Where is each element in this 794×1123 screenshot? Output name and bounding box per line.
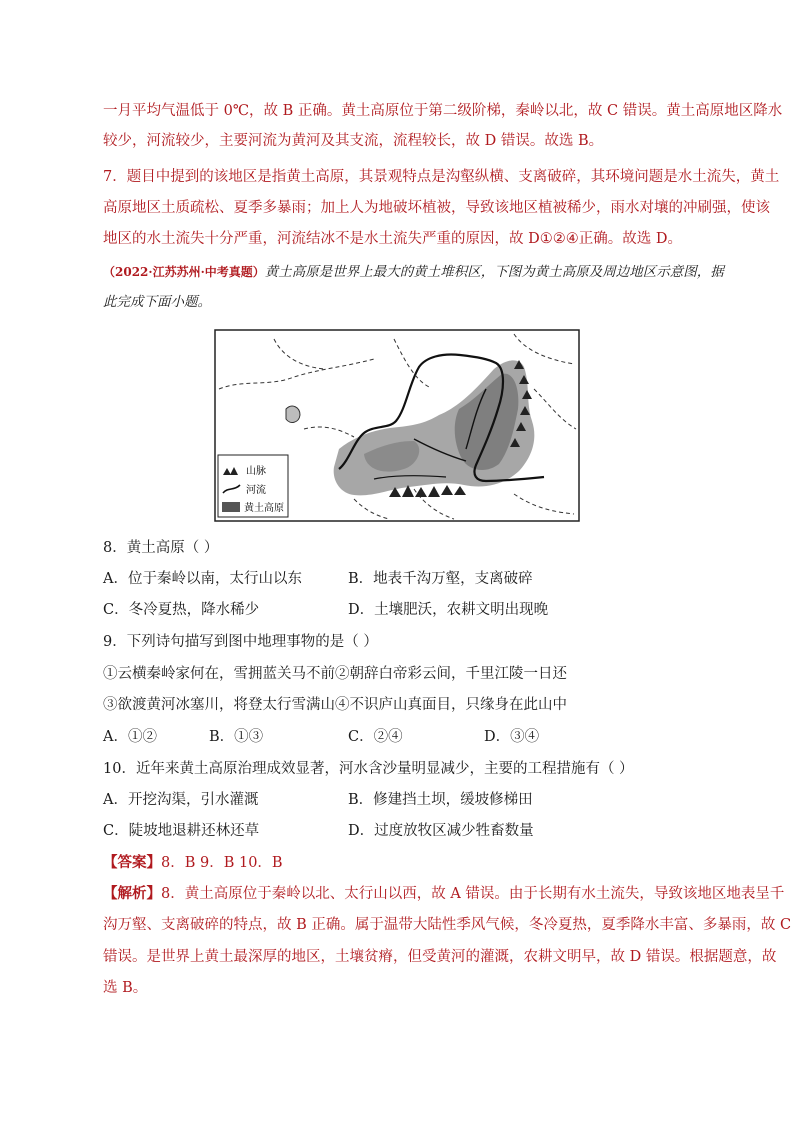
prev-solution-line-5: 地区的水土流失十分严重，河流结冰不是水土流失严重的原因，故 D①②④正确。故选 D。: [103, 231, 682, 247]
question-9-stem: 9．下列诗句描写到图中地理事物的是（ ）: [103, 634, 378, 650]
q9-option-a[interactable]: A．①②: [103, 729, 157, 745]
answer-tag: 【答案】: [103, 854, 161, 871]
question-intro-line-1: [103, 262, 724, 282]
prev-solution-line-1: 一月平均气温低于 0℃，故 B 正确。黄土高原位于第二级阶梯，秦岭以北，故 C 错误。黄土高原地区降水: [103, 103, 783, 119]
answer-line: [103, 853, 283, 873]
legend-river-label: 河流: [246, 485, 266, 496]
analysis-tag: 【解析】: [103, 885, 161, 902]
prev-solution-line-3: 7．题目中提到的该地区是指黄土高原，其景观特点是沟壑纵横、支离破碎，其环境问题是水土流失，黄土: [103, 169, 780, 185]
question-10-stem: 10．近年来黄土高原治理成效显著，河水含沙量明显减少，主要的工程措施有（ ）: [103, 761, 634, 777]
q9-option-b[interactable]: B．①③: [209, 729, 264, 745]
q8-option-c[interactable]: C．冬冷夏热，降水稀少: [103, 602, 260, 618]
loess-plateau-map: [214, 329, 580, 522]
q9-option-c[interactable]: C．②④: [348, 729, 403, 745]
prev-solution-line-4: 高原地区土质疏松、夏季多暴雨；加上人为地破坏植被，导致该地区植被稀少，雨水对壤的冲刷强，使该: [103, 200, 770, 216]
prev-solution-line-2: 较少，河流较少，主要河流为黄河及其支流，流程较长，故 D 错误。故选 B。: [103, 133, 604, 149]
q8-option-a[interactable]: A．位于秦岭以南，太行山以东: [103, 571, 302, 587]
analysis-text-1: 8．黄土高原位于秦岭以北、太行山以西，故 A 错误。由于长期有水土流失，导致该地区地表呈千: [161, 886, 785, 902]
intro-text-1: 黄土高原是世界上最大的黄土堆积区，下图为黄土高原及周边地区示意图，据: [264, 264, 724, 280]
q10-option-b[interactable]: B．修建挡土坝，缓坡修梯田: [348, 792, 533, 808]
q8-option-d[interactable]: D．土壤肥沃，农耕文明出现晚: [348, 602, 549, 618]
q8-option-b[interactable]: B．地表千沟万壑，支离破碎: [348, 571, 533, 587]
q9-option-d[interactable]: D．③④: [484, 729, 540, 745]
question-intro-line-2: 此完成下面小题。: [103, 294, 211, 310]
legend-mountain-label: 山脉: [246, 466, 266, 477]
question-source: （2022·江苏苏州·中考真题）: [103, 265, 265, 279]
legend-plateau-swatch: [222, 502, 240, 512]
legend-plateau-label: 黄土高原: [244, 503, 284, 514]
q10-option-a[interactable]: A．开挖沟渠，引水灌溉: [103, 792, 259, 808]
analysis-line-4: 选 B。: [103, 980, 148, 996]
question-9-poem-line-2: ③欲渡黄河冰塞川，将登太行雪满山④不识庐山真面目，只缘身在此山中: [103, 697, 567, 713]
lake-shape: [286, 406, 300, 422]
question-9-poem-line-1: ①云横秦岭家何在，雪拥蓝关马不前②朝辞白帝彩云间，千里江陵一日还: [103, 666, 567, 682]
answer-text: 8．B 9．B 10．B: [161, 855, 283, 871]
analysis-line-1: [103, 884, 784, 904]
analysis-line-3: 错误。是世界上黄土最深厚的地区，土壤贫瘠，但受黄河的灌溉，农耕文明早，故 D 错误。根据题意，故: [103, 949, 777, 965]
q10-option-c[interactable]: C．陡坡地退耕还林还草: [103, 823, 260, 839]
analysis-line-2: 沟万壑、支离破碎的特点，故 B 正确。属于温带大陆性季风气候，冬冷夏热，夏季降水丰富、多暴雨，故 C: [103, 917, 792, 933]
q10-option-d[interactable]: D．过度放牧区减少牲畜数量: [348, 823, 534, 839]
question-8-stem: 8．黄土高原（ ）: [103, 540, 219, 556]
